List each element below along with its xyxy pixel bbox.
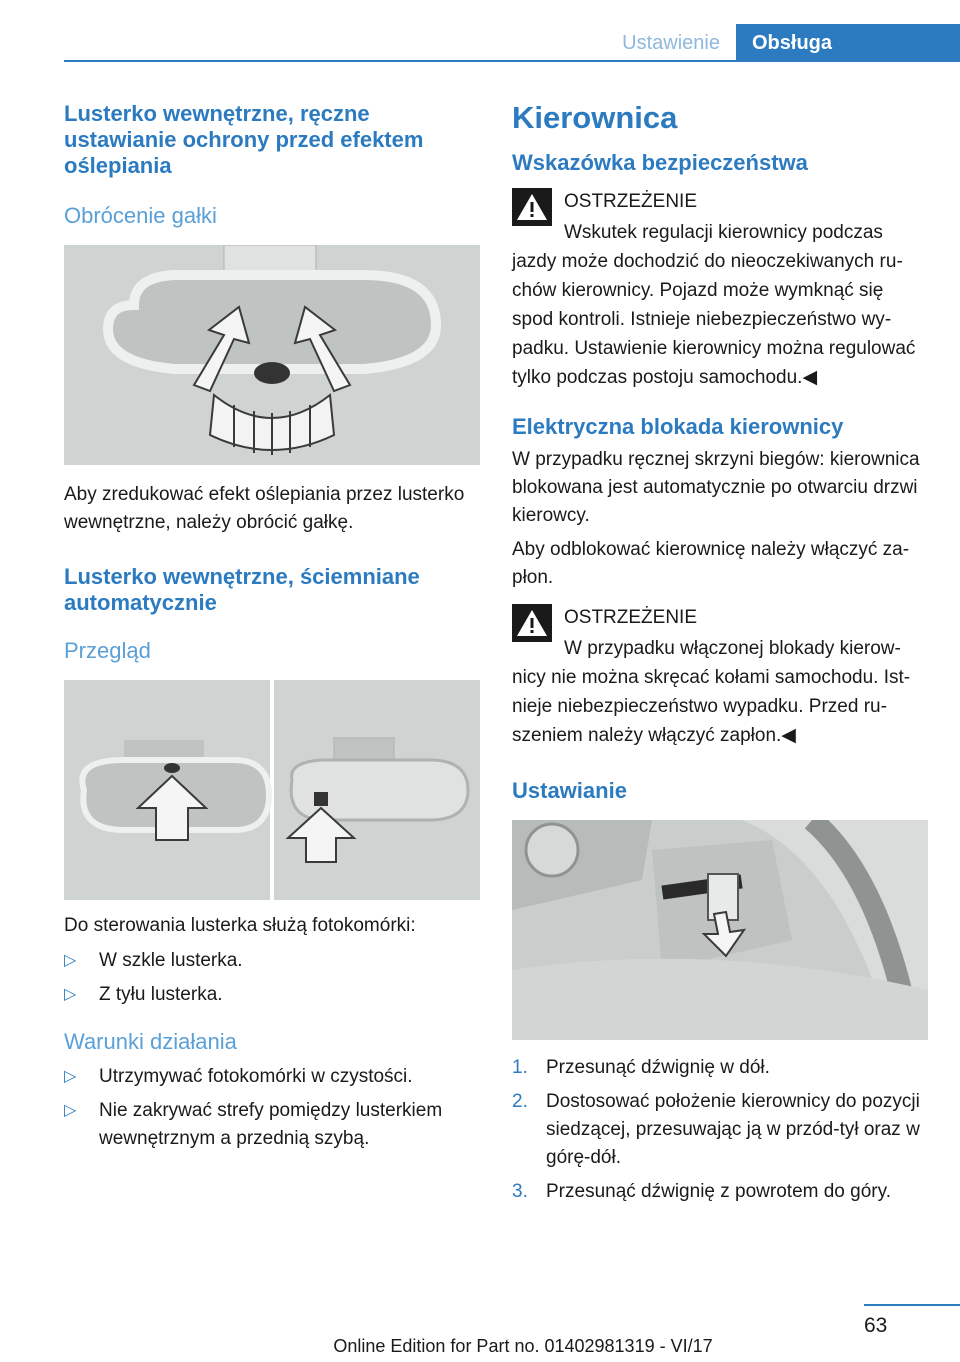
footer-edition: Online Edition for Part no. 01402981319 - VI/17 — [333, 1336, 713, 1356]
warning-title: OSTRZEŻENIE — [564, 607, 698, 628]
warning-title: OSTRZEŻENIE — [564, 191, 698, 212]
unlock-text: Aby odblokować kierownicę należy włączyć zapłon. — [512, 539, 910, 588]
warning-text: Wskutek regulacji kierownicy podczas jazdy może dochodzić do nieoczekiwanych ruchów kierownicy. Pojazd może wymknąć się spod kontroli. Istnieje niebezpieczeństwo wypadku. Ustawienie kierownicy można regulować tylko podczas postoju samochodu.◀ — [512, 222, 916, 388]
page-number: 63 — [864, 1314, 888, 1337]
list-item: 2. Dostosować położenie kierownicy do pozycji siedzącej, przesuwając ją w przód-tył oraz w górę-dół. — [512, 1091, 920, 1168]
list-item: ▷ Nie zakrywać strefy pomiędzy lusterkiem wewnętrznym a przednią szybą. — [64, 1097, 480, 1153]
mirror-knob-illustration — [64, 245, 480, 465]
list-item: ▷ Utrzymywać fotokomórki w czystości. — [64, 1063, 480, 1091]
list-item: 1. Przesunąć dźwignię w dół. — [512, 1057, 770, 1078]
list-item: ▷ W szkle lusterka. — [64, 947, 480, 975]
steering-lever-illustration — [512, 820, 928, 1040]
subheading-safety: Wskazówka bezpieczeństwa — [512, 150, 808, 175]
subheading-turn-knob: Obrócenie gałki — [64, 203, 217, 228]
warning-icon — [512, 188, 552, 226]
triangle-bullet-icon: ▷ — [64, 1068, 77, 1085]
subheading-overview: Przegląd — [64, 638, 151, 663]
page-title: Kierownica — [512, 100, 678, 135]
tab-setting: Ustawienie — [622, 32, 720, 54]
footer-rule — [864, 1304, 960, 1306]
photocell-list — [64, 947, 480, 1009]
triangle-bullet-icon: ▷ — [64, 952, 77, 969]
warning-icon — [512, 604, 552, 642]
triangle-bullet-icon: ▷ — [64, 986, 77, 1003]
section-title-manual-mirror: Lusterko wewnętrzne, ręczne ustawianie ochrony przed efektem oślepiania — [64, 101, 424, 178]
list-item: 3. Przesunąć dźwignię z powrotem do góry. — [512, 1181, 891, 1202]
warning-block-adjust — [512, 188, 928, 392]
warning-block-lock — [512, 604, 928, 750]
subheading-conditions: Warunki działania — [64, 1029, 237, 1054]
right-column — [512, 100, 928, 1212]
photocell-illustration — [64, 680, 480, 900]
section-title-auto-dimming: Lusterko wewnętrzne, ściemniane automatycznie — [64, 564, 420, 615]
subheading-steering-lock: Elektryczna blokada kierownicy — [512, 414, 844, 439]
list-item: ▷ Z tyłu lusterka. — [64, 981, 480, 1009]
header-rule — [64, 60, 960, 62]
adjust-steps-list — [512, 1054, 928, 1206]
page-header — [64, 24, 960, 62]
photocell-intro-text: Do sterowania lusterka służą fotokomórki: — [64, 915, 416, 936]
steering-lock-text: W przypadku ręcznej skrzyni biegów: kierownica blokowana jest automatycznie po otwarciu drzwi kierowcy. — [512, 449, 920, 526]
left-column — [64, 100, 480, 1159]
triangle-bullet-icon: ▷ — [64, 1102, 77, 1119]
tab-operation: Obsługa — [736, 24, 960, 62]
warning-text: W przypadku włączonej blokady kierownicy nie można skręcać kołami samochodu. Istnieje niebezpieczeństwo wypadku. Przed ruszeniem należy włączyć zapłon.◀ — [512, 638, 911, 746]
knob-instruction-text: Aby zredukować efekt oślepiania przez lusterko wewnętrzne, należy obrócić gałkę. — [64, 484, 465, 533]
conditions-list — [64, 1063, 480, 1153]
subheading-adjusting: Ustawianie — [512, 778, 627, 803]
